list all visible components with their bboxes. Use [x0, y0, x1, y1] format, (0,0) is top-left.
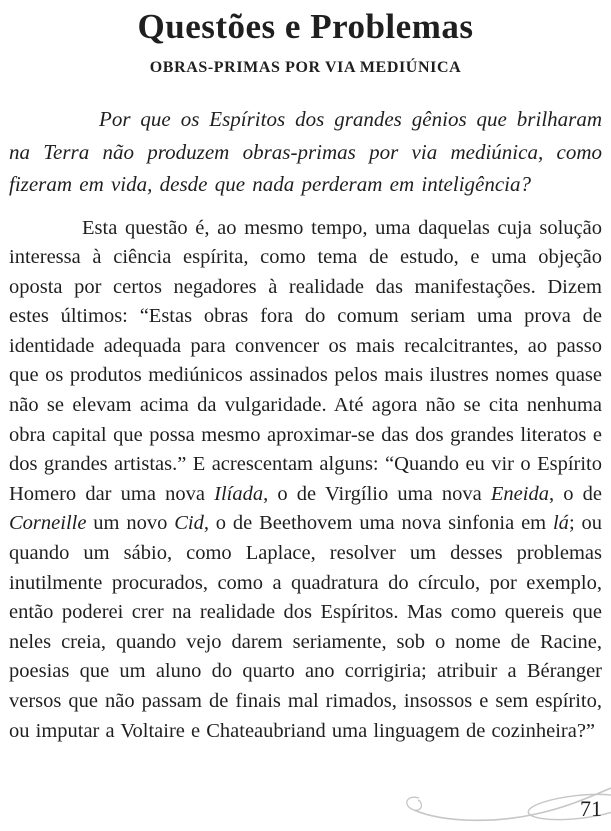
decorative-swash-icon — [396, 783, 611, 829]
epigraph-paragraph: Por que os Espíritos dos grandes gênios que brilharam na Terra não produzem obras-primas por via mediúnica, como fizeram em vida, desde que nada perderam em inteligência? — [9, 107, 602, 196]
page-number: 71 — [580, 796, 602, 821]
page-footer — [381, 781, 611, 831]
body-paragraph: Esta questão é, ao mesmo tempo, uma daquelas cuja solução interessa à ciência espírita, como tema de estudo, e uma objeção oposta por certos negadores à realidade das manifestações. Dizem estes últimos: “Estas obras fora do comum seriam uma prova de identidade adequada para convencer os mais recalcitrantes, ao passo que os produtos mediúnicos assinados pelos mais ilustres nomes quase não se elevam acima da vulgaridade. Até agora não se cita nenhuma obra capital que possa mesmo aproximar-se das dos grandes literatos e dos grandes artistas.” E acrescentam alguns: “Quando eu vir o Espírito Homero dar uma nova Ilíada, o de Virgílio uma nova Eneida, o de Corneille um novo Cid, o de Beethovem uma nova sinfonia em lá; ou quando um sábio, como Laplace, resolver um desses problemas inutilmente procurados, como a quadratura do círculo, por exemplo, então poderei crer na realidade dos Espíritos. Mas como quereis que neles creia, quando vejo darem seriamente, sob o nome de Racine, poesias que um aluno do quarto ano corrigiria; atribuir a Béranger versos que não passam de finais mal rimados, insossos e sem espírito, ou imputar a Voltaire e Chateaubriand uma linguagem de cozinheira?” — [9, 216, 602, 742]
section-subtitle: OBRAS-PRIMAS POR VIA MEDIÚNICA — [149, 59, 462, 76]
page-title: Questões e Problemas — [137, 7, 474, 46]
